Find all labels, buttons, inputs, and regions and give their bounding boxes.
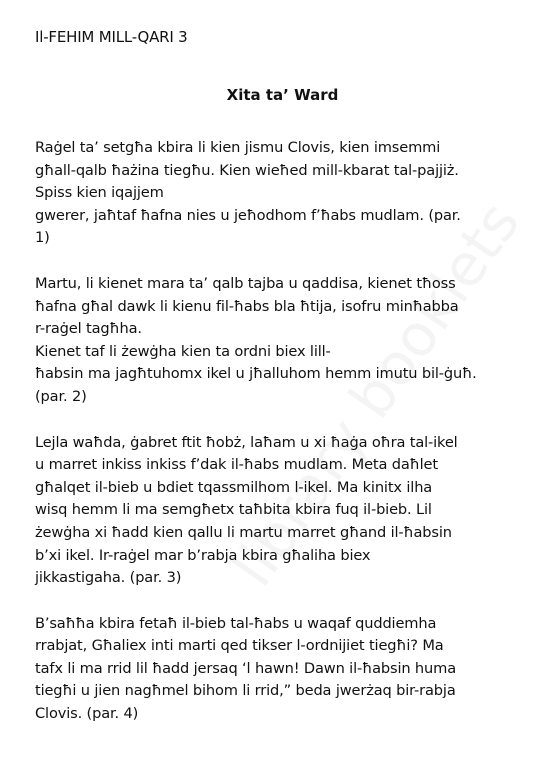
paragraph-line: Spiss kien iqajjem	[35, 184, 164, 202]
paragraph-line: Lejla waħda, ġabret ftit ħobż, laħam u xi ħaġa oħra tal-ikel	[35, 433, 458, 451]
paragraph-line: Raġel ta’ setgħa kbira li kien jismu Clovis, kien imsemmi	[35, 139, 441, 156]
paragraph-line: u marret inkiss inkiss f’dak il-ħabs mudlam. Meta daħlet	[35, 456, 438, 474]
paragraph-line: għall-qalb ħażina tiegħu. Kien wieħed mill-kbarat tal-pajjiż.	[35, 161, 459, 179]
paragraph-3	[35, 432, 515, 590]
paragraph-line: b’xi ikel. Ir-raġel mar b’rabja kbira għaliha biex	[35, 546, 371, 564]
paragraph-line: Clovis. (par. 4)	[35, 705, 139, 723]
paragraph-4	[35, 613, 515, 726]
paragraph-1	[35, 137, 515, 250]
paragraph-line: (par. 2)	[35, 387, 87, 405]
paragraph-line: r-raġel tagħha.	[35, 320, 142, 338]
paragraph-line: 1)	[35, 229, 50, 247]
paragraph-line: Martu, li kienet mara ta’ qalb tajba u qaddisa, kienet tħoss	[35, 274, 456, 292]
paragraph-line: żewġha xi ħadd kien qallu li martu marret għand il-ħabsin	[35, 523, 452, 541]
paragraph-line: gwerer, jaħtaf ħafna nies u jeħodhom f’ħabs mudlam. (par.	[35, 206, 461, 224]
paragraph-line: tafx li ma rrid lil ħadd jersaq ‘l hawn! Dawn il-ħabsin huma	[35, 659, 456, 677]
paragraph-line: wisq hemm li ma semgħetx taħbita kbira fuq il-bieb. Lil	[35, 501, 432, 519]
paragraph-line: jikkastigaha. (par. 3)	[35, 569, 182, 587]
paragraph-line: għalqet il-bieb u bdiet tqassmilhom l-ikel. Ma kinitx ilha	[35, 478, 433, 496]
paragraph-line: ħafna għal dawk li kienu fil-ħabs bla ħtija, isofru minħabba	[35, 297, 459, 315]
story-title: Xita ta’ Ward	[226, 86, 339, 104]
book-header: Il-FEHIM MILL-QARI 3	[35, 28, 188, 46]
story-body	[35, 137, 515, 749]
paragraph-line: rrabjat, Għaliex inti marti qed tikser l-ordnijiet tiegħi? Ma	[35, 637, 444, 655]
paragraph-line: ħabsin ma jagħtuhomx ikel u jħalluhom hemm imutu bil-ġuħ.	[35, 365, 477, 383]
paragraph-2	[35, 273, 515, 409]
paragraph-line: Kienet taf li żewġha kien ta ordni biex lill-	[35, 342, 331, 360]
paragraph-line: tiegħi u jien nagħmel bihom li rrid,” beda jwerżaq bir-rabja	[35, 682, 456, 700]
paragraph-line: B’saħħa kbira fetaħ il-bieb tal-ħabs u waqaf quddiemha	[35, 614, 437, 632]
